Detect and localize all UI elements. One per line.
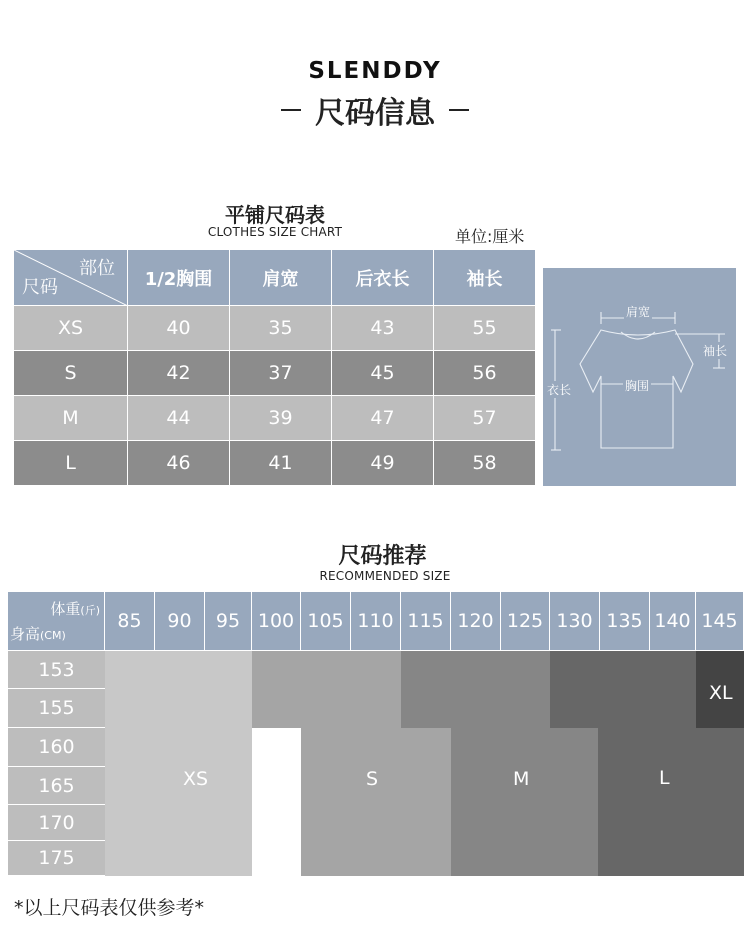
zone-l-label: L (659, 767, 670, 789)
table-cell: 40 (128, 306, 230, 351)
height-row-label: 155 (8, 689, 105, 728)
page-title-row (0, 88, 750, 132)
weight-header: 115 (401, 592, 451, 650)
title-dash-left (281, 109, 301, 111)
table-row-size: L (14, 441, 128, 486)
recommend-corner-cell (8, 592, 105, 650)
corner-top-label: 部位 (79, 258, 115, 279)
size-chart-subtitle: CLOTHES SIZE CHART (207, 225, 343, 239)
table-cell: 57 (434, 396, 536, 441)
footnote: *以上尺码表仅供参考* (14, 897, 205, 919)
table-cell: 55 (434, 306, 536, 351)
column-header: 后衣长 (332, 250, 434, 306)
weight-header: 120 (451, 592, 501, 650)
table-row-size: XS (14, 306, 128, 351)
column-header: 袖长 (434, 250, 536, 306)
table-cell: 46 (128, 441, 230, 486)
zone-s-upper (252, 651, 401, 728)
title-dash-right (449, 109, 469, 111)
chest-label: 胸围 (625, 379, 650, 393)
height-label: 身高(CM) (10, 625, 66, 643)
table-cell: 49 (332, 441, 434, 486)
weight-header: 110 (351, 592, 401, 650)
table-cell: 43 (332, 306, 434, 351)
table-cell: 42 (128, 351, 230, 396)
column-header: 肩宽 (230, 250, 332, 306)
height-row-label: 165 (8, 767, 105, 805)
weight-header: 140 (650, 592, 696, 650)
recommend-subtitle: RECOMMENDED SIZE (319, 569, 451, 583)
zone-m-lower (451, 728, 598, 876)
zone-m-label: M (513, 768, 530, 790)
table-cell: 44 (128, 396, 230, 441)
table-cell: 39 (230, 396, 332, 441)
weight-header: 125 (501, 592, 550, 650)
weight-header: 90 (155, 592, 205, 650)
table-cell: 45 (332, 351, 434, 396)
zone-l-lower (598, 728, 744, 876)
weight-header: 95 (205, 592, 252, 650)
zone-xs-label: XS (183, 768, 209, 790)
height-row-label: 160 (8, 728, 105, 767)
height-row-label: 175 (8, 841, 105, 876)
table-cell: 47 (332, 396, 434, 441)
table-cell: 58 (434, 441, 536, 486)
zone-xs (105, 651, 252, 876)
table-row-size: M (14, 396, 128, 441)
weight-header: 85 (105, 592, 155, 650)
zone-m-upper (401, 651, 550, 728)
zone-s-label: S (366, 768, 379, 790)
zone-l-upper (550, 651, 696, 728)
column-header: 1/2胸围 (128, 250, 230, 306)
weight-header: 145 (696, 592, 744, 650)
table-cell: 56 (434, 351, 536, 396)
zone-s-lower (301, 728, 451, 876)
height-row-label: 170 (8, 805, 105, 841)
length-label: 衣长 (547, 383, 572, 397)
table-cell: 35 (230, 306, 332, 351)
weight-header: 105 (301, 592, 351, 650)
zone-xl-label: XL (709, 682, 733, 704)
height-row-label: 153 (8, 651, 105, 689)
size-chart-title: 平铺尺码表 (225, 203, 325, 227)
weight-header: 135 (600, 592, 650, 650)
table-cell: 41 (230, 441, 332, 486)
table-row-size: S (14, 351, 128, 396)
unit-label: 单位:厘米 (455, 227, 525, 246)
shoulder-label: 肩宽 (626, 305, 651, 319)
brand-logo: SLENDDY (308, 58, 442, 84)
sleeve-label: 袖长 (703, 344, 728, 358)
recommend-title: 尺码推荐 (338, 544, 427, 569)
table-cell: 37 (230, 351, 332, 396)
weight-header: 130 (550, 592, 600, 650)
measurement-figure (543, 268, 736, 486)
weight-header: 100 (252, 592, 301, 650)
page-title: 尺码信息 (315, 96, 435, 131)
weight-label: 体重(斤) (50, 600, 100, 618)
table-corner-cell (14, 250, 128, 306)
corner-bottom-label: 尺码 (22, 277, 58, 298)
